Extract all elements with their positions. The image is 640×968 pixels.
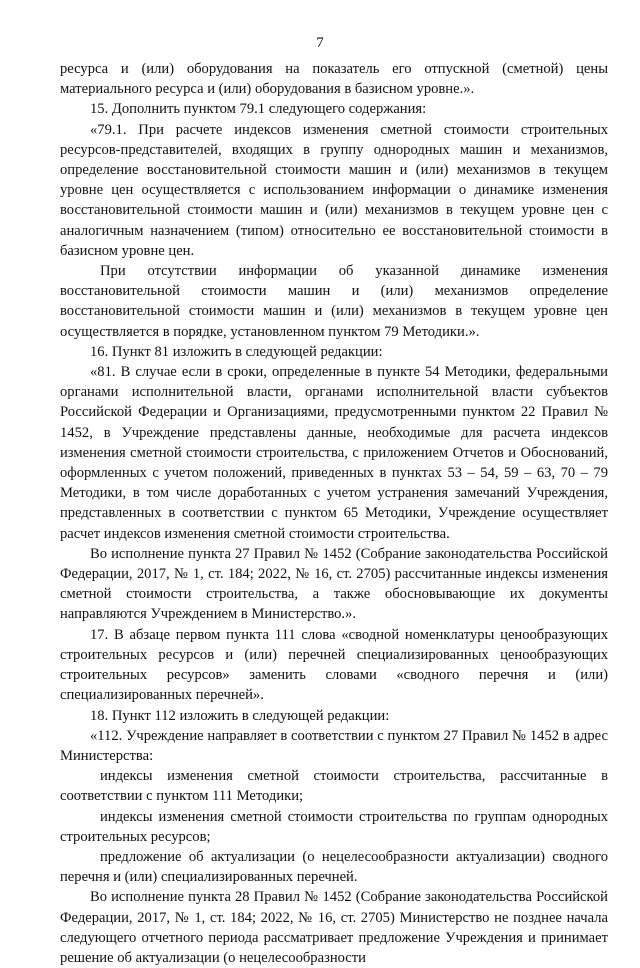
paragraph: индексы изменения сметной стоимости строительства по группам однородных строительных ресурсов; bbox=[60, 808, 608, 845]
paragraph: «81. В случае если в сроки, определенные в пункте 54 Методики, федеральными органами исполнительной власти, органами исполнительной власти субъектов Российской Федерации и Организациями, предусмотренными пунктом 22 Правил № 1452, в Учреждение представлены данные, необходимые для расчета индексов изменения сметной стоимости строительства, с приложением Отчетов и Обоснований, оформленных с учетом положений, приведенных в пунктах 53 – 54, 59 – 63, 70 – 79 Методики, в том числе доработанных с учетом устранения замечаний Учреждения, представленных в соответствии с пунктом 65 Методики, Учреждение осуществляет расчет индексов изменения сметной стоимости строительства. bbox=[60, 364, 608, 542]
document-body bbox=[60, 59, 608, 968]
paragraph: При отсутствии информации об указанной динамике изменения восстановительной стоимости машин и (или) механизмов определение восстановительной стоимости машин и (или) механизмов в текущем уровне цен осуществляется в порядке, установленном пунктом 79 Методики.». bbox=[60, 263, 608, 340]
paragraph: Во исполнение пункта 28 Правил № 1452 (Собрание законодательства Российской Федерации, 2017, № 1, ст. 184; 2022, № 16, ст. 2705) Министерство не позднее начала следующего отчетного периода рассматривает предложение Учреждения и принимает решение об актуализации (о нецелесообразности bbox=[60, 889, 608, 966]
paragraph: «79.1. При расчете индексов изменения сметной стоимости строительных ресурсов-представителей, входящих в группу однородных машин и механизмов, определение восстановительной стоимости машин и (или) механизмов в текущем уровне цен осуществляется с использованием информации о динамике изменения восстановительной стоимости машин и (или) механизмов в текущем уровне цен с аналогичным назначением (типом) относительно ее восстановительной стоимости в базисном уровне цен. bbox=[60, 121, 608, 259]
paragraph: 17. В абзаце первом пункта 111 слова «сводной номенклатуры ценообразующих строительных ресурсов и (или) перечней специализированных ценообразующих строительных ресурсов» заменить словами «сводного перечня и (или) специализированных перечней». bbox=[60, 626, 608, 704]
paragraph: «112. Учреждение направляет в соответствии с пунктом 27 Правил № 1452 в адрес Министерства: bbox=[60, 727, 608, 764]
paragraph: ресурса и (или) оборудования на показатель его отпускной (сметной) цены материального ресурса и (или) оборудования в базисном уровне.». bbox=[60, 61, 608, 98]
paragraph: предложение об актуализации (о нецелесообразности актуализации) сводного перечня и (или) специализированных перечней. bbox=[60, 848, 608, 886]
paragraph: 15. Дополнить пунктом 79.1 следующего содержания: bbox=[90, 101, 427, 118]
paragraph: индексы изменения сметной стоимости строительства, рассчитанные в соответствии с пунктом 111 Методики; bbox=[60, 768, 608, 805]
paragraph: 18. Пункт 112 изложить в следующей редакции: bbox=[90, 707, 390, 724]
paragraph: Во исполнение пункта 27 Правил № 1452 (Собрание законодательства Российской Федерации, 2017, № 1, ст. 184; 2022, № 16, ст. 2705) рассчитанные индексы изменения сметной стоимости строительства, а также обосновывающие их документы направляются Учреждением в Министерство.». bbox=[60, 545, 608, 623]
paragraph: 16. Пункт 81 изложить в следующей редакции: bbox=[90, 343, 383, 360]
page-number: 7 bbox=[316, 35, 324, 51]
